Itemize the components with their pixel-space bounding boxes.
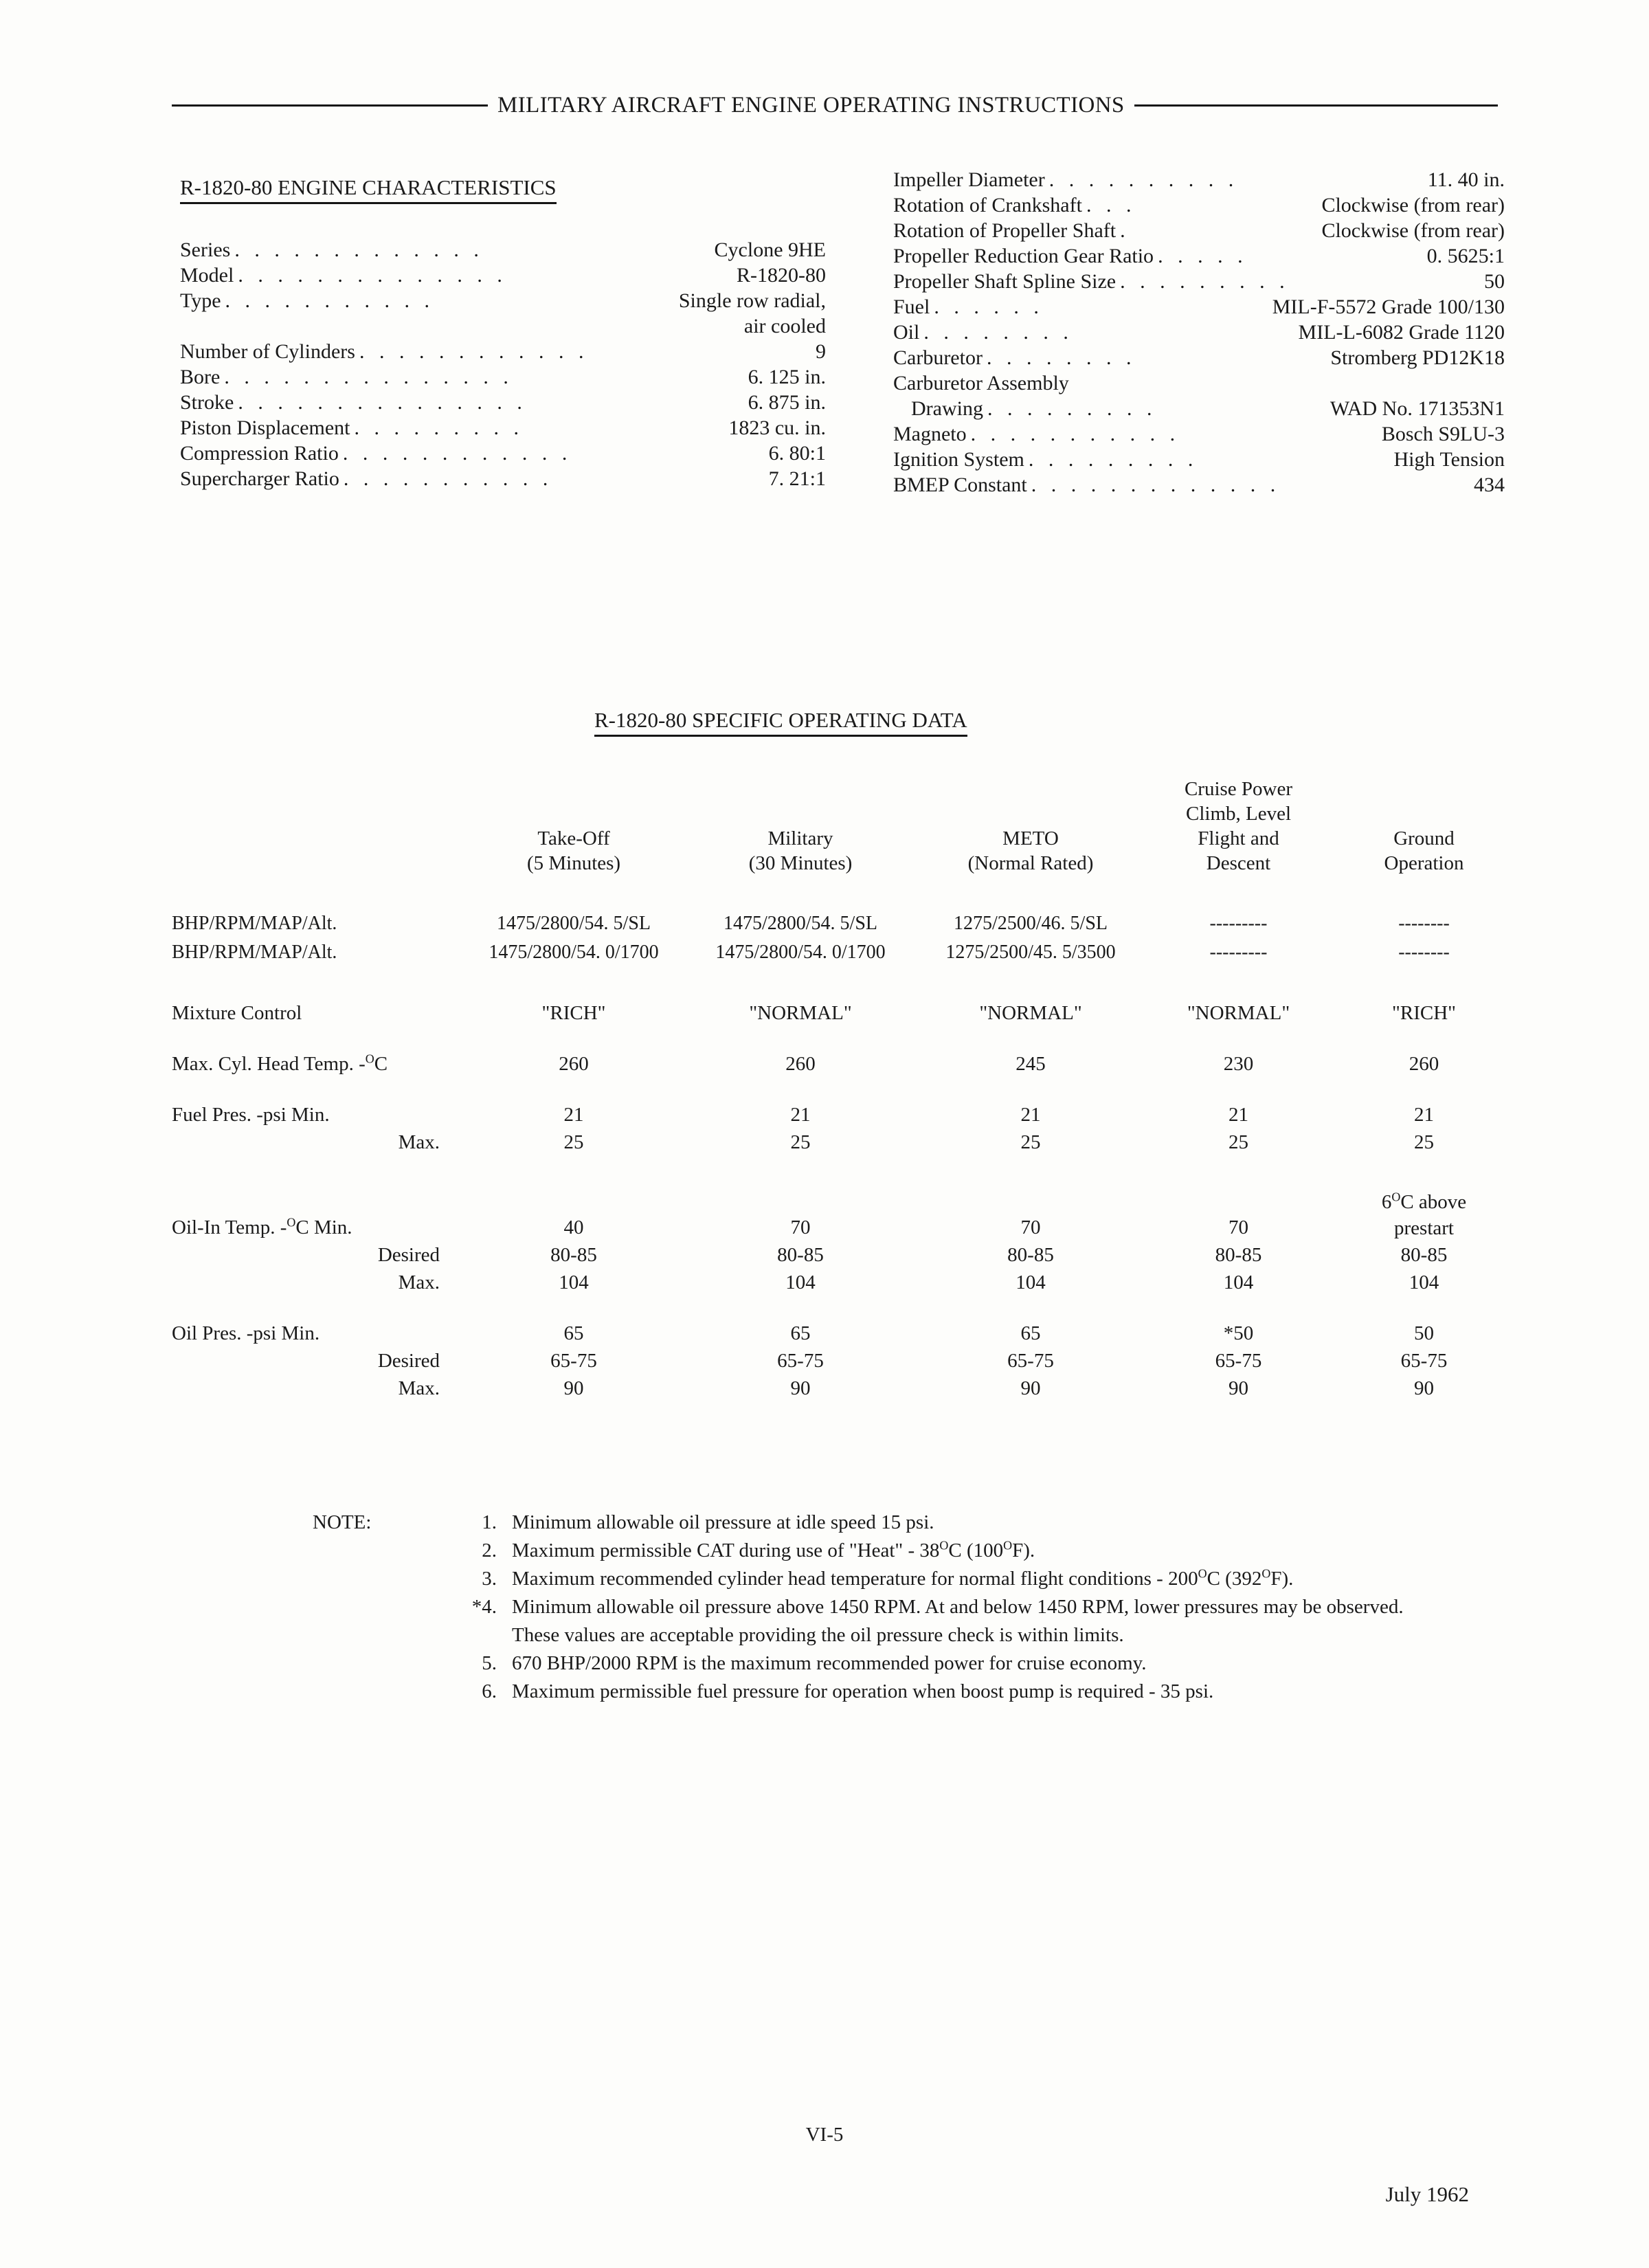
table-cell: 80-85 xyxy=(1400,1244,1448,1266)
characteristic-right-dot-leader: . . . . . . . . . xyxy=(1120,270,1290,293)
note-text: Minimum allowable oil pressure at idle speed 15 psi. xyxy=(512,1511,934,1533)
table-header-row xyxy=(172,777,1518,876)
table-row xyxy=(172,1347,1518,1375)
table-cell: 21 xyxy=(1020,1104,1041,1126)
table-cell: "NORMAL" xyxy=(979,1002,1082,1024)
characteristic-left-label: Series xyxy=(180,238,231,261)
table-cell: 1475/2800/54. 0/1700 xyxy=(489,942,659,963)
table-head xyxy=(172,777,1518,876)
table-cell: 1475/2800/54. 5/SL xyxy=(496,913,651,934)
note-number: 6. xyxy=(482,1680,497,1702)
characteristic-left-value: 6. 125 in. xyxy=(748,366,826,388)
characteristic-right-row xyxy=(893,447,1505,472)
characteristic-left-row xyxy=(180,339,826,364)
table-cell: 104 xyxy=(1016,1271,1046,1293)
page-number: VI-5 xyxy=(805,2124,844,2146)
table-column-header: Ground Operation xyxy=(1384,827,1464,874)
notes-heading: NOTE: xyxy=(313,1511,372,1533)
characteristic-right-dot-leader: . . . . . . . . . xyxy=(1028,448,1198,471)
table-cell: 65-75 xyxy=(1400,1350,1448,1372)
characteristic-right-dot-leader: . . . . . . . . xyxy=(986,346,1136,369)
table-column-header: Cruise Power Climb, Level Flight and Descent xyxy=(1184,778,1293,874)
table-cell: 21 xyxy=(1229,1104,1248,1126)
operating-data-table xyxy=(172,777,1518,1402)
note-item xyxy=(443,1565,1439,1593)
table-row xyxy=(172,1320,1518,1347)
table-cell: "RICH" xyxy=(541,1002,606,1024)
table-cell: 65-75 xyxy=(777,1350,824,1372)
table-cell: 104 xyxy=(1223,1271,1254,1293)
note-number: 2. xyxy=(482,1539,497,1561)
characteristic-right-dot-leader: . . . . . . . . . . . xyxy=(970,423,1180,445)
characteristic-right-label: Impeller Diameter xyxy=(893,168,1045,191)
characteristic-right-value: MIL-L-6082 Grade 1120 xyxy=(1298,321,1505,344)
table-cell: --------- xyxy=(1209,913,1268,934)
characteristic-left-label: Piston Displacement xyxy=(180,416,350,439)
table-cell: 245 xyxy=(1016,1053,1046,1075)
characteristic-left-row xyxy=(180,237,826,263)
characteristic-left-label: Compression Ratio xyxy=(180,442,339,465)
table-cell: 50 xyxy=(1414,1322,1434,1344)
table-corner-cell xyxy=(172,777,460,876)
table-row xyxy=(172,1375,1518,1402)
characteristic-left-value: 1823 cu. in. xyxy=(728,416,826,439)
characteristic-right-value: 50 xyxy=(1484,270,1505,293)
table-cell: 260 xyxy=(1409,1053,1439,1075)
characteristic-right-row xyxy=(893,370,1505,396)
characteristic-right-value: MIL-F-5572 Grade 100/130 xyxy=(1272,296,1505,318)
characteristic-right-dot-leader: . . . . . . . . . . xyxy=(1048,168,1239,191)
characteristic-right-label: BMEP Constant xyxy=(893,474,1027,496)
table-spacer-row xyxy=(172,1078,1518,1101)
table-cell: 80-85 xyxy=(1007,1244,1054,1266)
table-cell: "NORMAL" xyxy=(1187,1002,1290,1024)
characteristic-left-dot-leader: . . . . . . . . . . . . . . xyxy=(238,264,507,287)
note-item xyxy=(443,1537,1439,1565)
table-spacer-row xyxy=(172,1156,1518,1189)
table-cell: 230 xyxy=(1223,1053,1254,1075)
table-cell: 21 xyxy=(790,1104,811,1126)
characteristic-right-value: WAD No. 171353N1 xyxy=(1330,397,1505,420)
characteristic-right-label: Carburetor xyxy=(893,346,983,369)
characteristic-right-label: Carburetor Assembly xyxy=(893,372,1069,394)
note-text: Maximum permissible CAT during use of "Heat" - $38^OC$ $(100^OF)$. xyxy=(512,1538,1035,1561)
note-item xyxy=(443,1593,1439,1649)
table-column-header: METO (Normal Rated) xyxy=(967,827,1094,874)
table-cell: *50 xyxy=(1223,1322,1254,1344)
table-row-label: Desired xyxy=(377,1350,440,1372)
characteristic-right-row xyxy=(893,167,1505,192)
characteristic-left-row xyxy=(180,313,826,339)
table-cell: 80-85 xyxy=(550,1244,597,1266)
table-row xyxy=(172,1241,1518,1269)
table-cell: $6^OC$ above prestart xyxy=(1381,1190,1467,1239)
table-row-label: Mixture Control xyxy=(172,1002,302,1024)
note-number: 5. xyxy=(482,1652,497,1674)
table-cell: 80-85 xyxy=(1215,1244,1262,1266)
table-cell: 65 xyxy=(563,1322,584,1344)
header-title: MILITARY AIRCRAFT ENGINE OPERATING INSTRUCTIONS xyxy=(497,93,1125,118)
characteristic-left-value: Single row radial, xyxy=(678,289,826,312)
characteristic-left-dot-leader: . . . . . . . . . . . . . . . xyxy=(224,366,513,388)
characteristic-right-value: High Tension xyxy=(1393,448,1505,471)
characteristic-left-dot-leader: . . . . . . . . . . . . . xyxy=(234,238,484,261)
characteristic-right-row xyxy=(893,396,1505,421)
table-row-label: Max. xyxy=(398,1271,440,1293)
table-cell: 1475/2800/54. 5/SL xyxy=(723,913,877,934)
table-cell: 90 xyxy=(1020,1377,1041,1399)
header-rule-left xyxy=(172,104,488,107)
table-cell: 90 xyxy=(563,1377,584,1399)
note-text: Maximum recommended cylinder head temperature for normal flight conditions - $200^OC$ $(392^OF)$. xyxy=(512,1566,1294,1590)
characteristic-right-value: Bosch S9LU-3 xyxy=(1381,423,1505,445)
characteristic-left-value: 7. 21:1 xyxy=(768,467,826,490)
characteristic-right-label: Drawing xyxy=(911,397,983,420)
table-spacer-row xyxy=(172,966,1518,999)
table-row-label: BHP/RPM/MAP/Alt. xyxy=(172,942,337,963)
table-cell: 1275/2500/45. 5/3500 xyxy=(945,942,1116,963)
characteristic-left-label: Number of Cylinders xyxy=(180,340,355,363)
characteristic-left-row xyxy=(180,263,826,288)
note-text: 670 BHP/2000 RPM is the maximum recommended power for cruise economy. xyxy=(512,1652,1147,1674)
characteristic-left-label: Type xyxy=(180,289,221,312)
characteristic-left-dot-leader: . . . . . . . . . . . . xyxy=(359,340,589,363)
note-text: Maximum permissible fuel pressure for operation when boost pump is required - 35 psi. xyxy=(512,1680,1214,1702)
characteristic-left-label: Supercharger Ratio xyxy=(180,467,339,490)
table-spacer-cell xyxy=(172,1027,1518,1050)
characteristic-right-row xyxy=(893,421,1505,447)
note-item xyxy=(443,1649,1439,1678)
note-item xyxy=(443,1678,1439,1706)
operating-data-heading: R-1820-80 SPECIFIC OPERATING DATA xyxy=(594,708,967,737)
table-row-label: Oil-In Temp. -$^O$C Min. xyxy=(172,1215,352,1238)
table-cell: --------- xyxy=(1209,942,1268,963)
table-cell: 70 xyxy=(1020,1216,1041,1238)
characteristic-left-label: Stroke xyxy=(180,391,234,414)
table-cell: 21 xyxy=(1414,1104,1434,1126)
table-spacer-cell xyxy=(172,876,1518,909)
table-cell: 80-85 xyxy=(777,1244,824,1266)
table-cell: 25 xyxy=(1414,1131,1434,1153)
table-row xyxy=(172,999,1518,1027)
table-cell: 21 xyxy=(563,1104,584,1126)
table-cell: 65-75 xyxy=(1007,1350,1054,1372)
characteristic-left-value: 9 xyxy=(816,340,826,363)
characteristic-right-dot-leader: . . . . . . . . . xyxy=(987,397,1157,420)
characteristic-right-label: Magneto xyxy=(893,423,967,445)
characteristic-left-value: air cooled xyxy=(743,315,826,337)
characteristic-right-label: Rotation of Crankshaft xyxy=(893,194,1082,216)
table-cell: 260 xyxy=(559,1053,589,1075)
table-row xyxy=(172,1129,1518,1156)
characteristic-right-row xyxy=(893,294,1505,320)
page-header xyxy=(172,93,1498,118)
characteristic-right-label: Oil xyxy=(893,321,920,344)
table-row xyxy=(172,909,1518,937)
characteristic-right-row xyxy=(893,243,1505,269)
table-cell: -------- xyxy=(1398,913,1450,934)
characteristic-right-value: 434 xyxy=(1474,474,1505,496)
characteristic-right-label: Rotation of Propeller Shaft xyxy=(893,219,1117,242)
table-cell: 1475/2800/54. 0/1700 xyxy=(715,942,886,963)
table-spacer-row xyxy=(172,1296,1518,1320)
table-cell: 90 xyxy=(1414,1377,1434,1399)
characteristic-right-dot-leader: . . . . . xyxy=(1158,245,1248,267)
table-column-header: Take-Off (5 Minutes) xyxy=(526,827,621,874)
table-spacer-row xyxy=(172,876,1518,909)
characteristic-left-value: R-1820-80 xyxy=(737,264,826,287)
table-cell: 1275/2500/46. 5/SL xyxy=(953,913,1108,934)
table-row-label: Oil Pres. -psi Min. xyxy=(172,1322,320,1344)
characteristic-right-label: Fuel xyxy=(893,296,930,318)
table-column-header: Military (30 Minutes) xyxy=(748,827,853,874)
table-row-label: Desired xyxy=(377,1244,440,1266)
characteristic-left-value: 6. 80:1 xyxy=(768,442,826,465)
table-cell: 25 xyxy=(563,1131,584,1153)
notes-list xyxy=(443,1509,1439,1706)
table-spacer-row xyxy=(172,1027,1518,1050)
characteristic-right-dot-leader: . xyxy=(1120,219,1130,242)
table-cell: 90 xyxy=(1229,1377,1248,1399)
table-row-label: Max. xyxy=(398,1131,440,1153)
characteristic-left-dot-leader: . . . . . . . . . . . . . . . xyxy=(238,391,527,414)
note-item xyxy=(443,1509,1439,1537)
characteristics-heading: R-1820-80 ENGINE CHARACTERISTICS xyxy=(180,175,557,204)
table-cell: 40 xyxy=(563,1216,584,1238)
characteristic-right-value: Stromberg PD12K18 xyxy=(1330,346,1505,369)
table-cell: 70 xyxy=(1229,1216,1248,1238)
table-row xyxy=(172,1050,1518,1078)
characteristic-right-value: Clockwise (from rear) xyxy=(1321,194,1505,216)
table-body xyxy=(172,876,1518,1402)
characteristic-left-row xyxy=(180,441,826,466)
characteristics-left-column xyxy=(180,237,826,491)
table-cell: 65 xyxy=(790,1322,811,1344)
table-cell: 260 xyxy=(785,1053,816,1075)
table-row-label: Max. xyxy=(398,1377,440,1399)
characteristic-right-row xyxy=(893,192,1505,218)
characteristic-right-dot-leader: . . . . . . . . xyxy=(923,321,1073,344)
characteristic-left-row xyxy=(180,466,826,491)
characteristic-right-label: Propeller Reduction Gear Ratio xyxy=(893,245,1154,267)
characteristic-right-row xyxy=(893,320,1505,345)
table-row-label: Max. Cyl. Head Temp. -$^O$C xyxy=(172,1052,388,1075)
characteristic-left-label: Bore xyxy=(180,366,221,388)
characteristic-left-row xyxy=(180,364,826,390)
table-cell: "RICH" xyxy=(1392,1002,1456,1024)
table-cell: -------- xyxy=(1398,942,1450,963)
table-spacer-cell xyxy=(172,966,1518,999)
characteristic-left-value: Cyclone 9HE xyxy=(714,238,826,261)
characteristic-right-row xyxy=(893,472,1505,498)
table-cell: 25 xyxy=(790,1131,811,1153)
page-date: July 1962 xyxy=(1385,2182,1469,2206)
header-rule-right xyxy=(1134,104,1498,107)
table-cell: 104 xyxy=(559,1271,589,1293)
table-cell: 70 xyxy=(790,1216,811,1238)
characteristic-left-dot-leader: . . . . . . . . . . . xyxy=(343,467,553,490)
table-cell: 65-75 xyxy=(550,1350,597,1372)
characteristics-right-column xyxy=(893,167,1505,498)
characteristic-right-dot-leader: . . . . . . . . . . . . . xyxy=(1031,474,1281,496)
characteristic-right-value: 11. 40 in. xyxy=(1427,168,1505,191)
table-row xyxy=(172,1269,1518,1296)
table-cell: 65-75 xyxy=(1215,1350,1262,1372)
characteristic-left-row xyxy=(180,415,826,441)
characteristic-left-dot-leader: . . . . . . . . . xyxy=(354,416,524,439)
characteristic-right-row xyxy=(893,218,1505,243)
characteristic-right-label: Propeller Shaft Spline Size xyxy=(893,270,1117,293)
characteristic-right-label: Ignition System xyxy=(893,448,1024,471)
characteristic-right-row xyxy=(893,269,1505,294)
characteristic-left-row xyxy=(180,288,826,313)
characteristic-left-dot-leader: . . . . . . . . . . . . xyxy=(342,442,572,465)
characteristic-left-row xyxy=(180,390,826,415)
table-cell: "NORMAL" xyxy=(749,1002,852,1024)
table-cell: 104 xyxy=(1409,1271,1439,1293)
note-number: *4. xyxy=(471,1596,497,1618)
table-cell: 104 xyxy=(785,1271,816,1293)
table-spacer-cell xyxy=(172,1156,1518,1189)
characteristic-right-row xyxy=(893,345,1505,370)
engine-characteristics-section xyxy=(0,168,1649,601)
characteristic-right-dot-leader: . . . xyxy=(1086,194,1136,216)
operating-data-table-wrap xyxy=(172,777,1518,1402)
table-row xyxy=(172,937,1518,966)
characteristic-left-label: Model xyxy=(180,264,234,287)
table-row xyxy=(172,1101,1518,1129)
table-cell: 65 xyxy=(1020,1322,1041,1344)
table-spacer-cell xyxy=(172,1078,1518,1101)
table-row xyxy=(172,1189,1518,1241)
note-number: 1. xyxy=(482,1511,497,1533)
characteristic-left-value: 6. 875 in. xyxy=(748,391,826,414)
characteristic-right-value: 0. 5625:1 xyxy=(1426,245,1505,267)
table-row-label: BHP/RPM/MAP/Alt. xyxy=(172,913,337,934)
table-cell: 25 xyxy=(1229,1131,1248,1153)
table-spacer-cell xyxy=(172,1296,1518,1320)
note-text: Minimum allowable oil pressure above 1450 RPM. At and below 1450 RPM, lower pressures may be observed. These values are acceptable providing the oil pressure check is within limits. xyxy=(512,1596,1404,1646)
note-number: 3. xyxy=(482,1568,497,1590)
table-cell: 25 xyxy=(1020,1131,1041,1153)
characteristic-right-dot-leader: . . . . . . xyxy=(934,296,1044,318)
table-row-label: Fuel Pres. -psi Min. xyxy=(172,1104,330,1126)
characteristic-right-value: Clockwise (from rear) xyxy=(1321,219,1505,242)
characteristic-left-dot-leader: . . . . . . . . . . . xyxy=(225,289,435,312)
table-cell: 90 xyxy=(790,1377,811,1399)
